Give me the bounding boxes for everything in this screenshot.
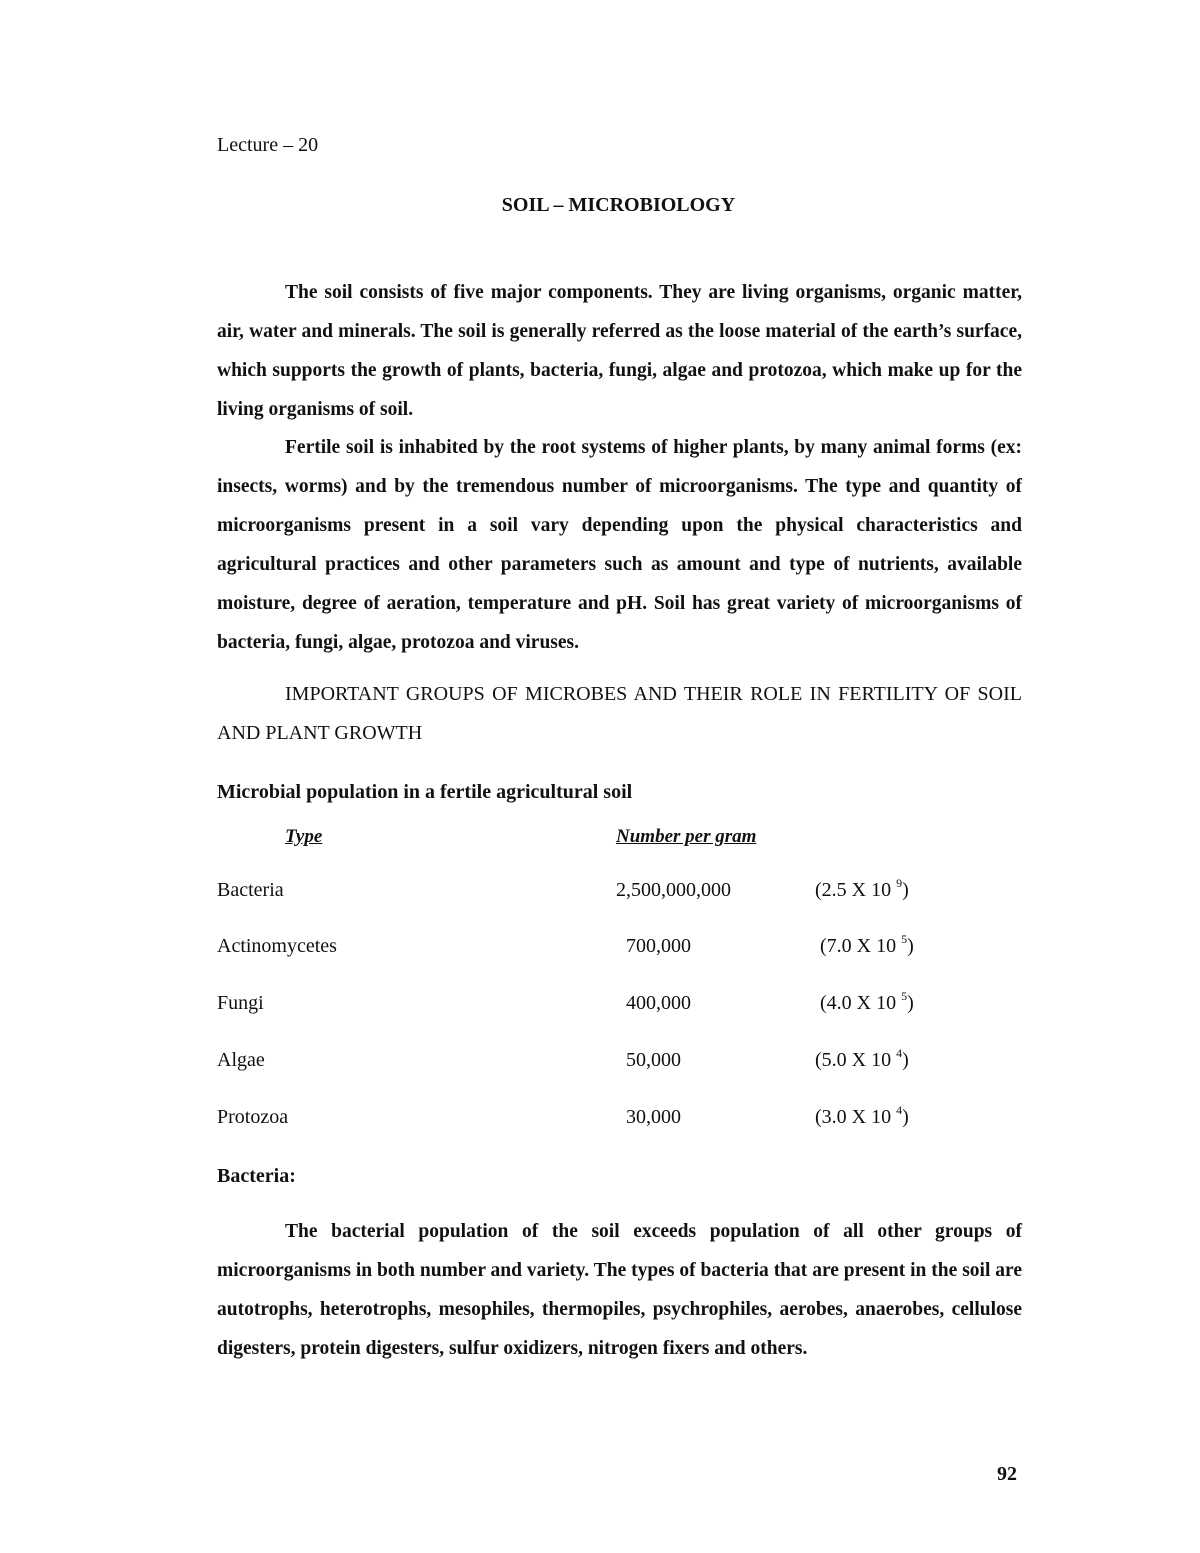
row-number: 400,000 — [626, 992, 691, 1014]
row-type: Bacteria — [217, 879, 284, 901]
row-number: 700,000 — [626, 935, 691, 957]
row-scientific: (7.0 X 10 $^5$) — [820, 932, 914, 957]
intro-paragraph: The soil consists of five major components. They are living organisms, organic matter, air, water and minerals. The soil is generally referred as the loose material of the earth’s surface, which supports the growth of plants, bacteria, fungi, algae and protozoa, which make up for the living organisms of soil. — [217, 282, 1022, 420]
column-header-type: Type — [285, 826, 323, 847]
bacteria-paragraph: The bacterial population of the soil exceeds population of all other groups of microorganisms in both number and variety. The types of bacteria that are present in the soil are autotrophs, heterotrophs, mesophiles, thermopiles, psychrophiles, aerobes, anaerobes, cellulose digesters, protein digesters, sulfur oxidizers, nitrogen fixers and others. — [217, 1221, 1022, 1359]
row-type: Algae — [217, 1049, 265, 1071]
fertile-soil-paragraph: Fertile soil is inhabited by the root systems of higher plants, by many animal forms (ex: insects, worms) and by the tremendous number of microorganisms. The type and quantity of microorganisms present in a soil vary depending upon the physical characteristics and agricultural practices and other parameters such as amount and type of nutrients, available moisture, degree of aeration, temperature and pH. Soil has great variety of microorganisms of bacteria, fungi, algae, protozoa and viruses. — [217, 437, 1022, 653]
row-number: 30,000 — [626, 1106, 681, 1128]
row-number: 50,000 — [626, 1049, 681, 1071]
row-scientific: (5.0 X 10 $^4$) — [815, 1046, 909, 1071]
bacteria-heading: Bacteria: — [217, 1165, 296, 1187]
table-caption: Microbial population in a fertile agricultural soil — [217, 781, 633, 803]
page-number: 92 — [997, 1463, 1017, 1485]
row-number: 2,500,000,000 — [616, 879, 731, 901]
groups-heading: IMPORTANT GROUPS OF MICROBES AND THEIR ROLE IN FERTILITY OF SOIL AND PLANT GROWTH — [217, 683, 1022, 744]
column-header-number: Number per gram — [616, 826, 757, 847]
table-row — [0, 989, 1200, 1022]
row-scientific: (4.0 X 10 $^5$) — [820, 989, 914, 1014]
row-type: Actinomycetes — [217, 935, 337, 957]
table-row — [0, 876, 1200, 909]
table-row — [0, 1103, 1200, 1136]
lecture-label: Lecture – 20 — [217, 134, 319, 156]
row-type: Fungi — [217, 992, 264, 1014]
row-scientific: (3.0 X 10 $^4$) — [815, 1103, 909, 1128]
row-type: Protozoa — [217, 1106, 289, 1128]
table-row — [0, 932, 1200, 965]
page-title: SOIL – MICROBIOLOGY — [501, 194, 736, 216]
table-row — [0, 1046, 1200, 1079]
row-scientific: (2.5 X 10 $^9$) — [815, 876, 909, 901]
